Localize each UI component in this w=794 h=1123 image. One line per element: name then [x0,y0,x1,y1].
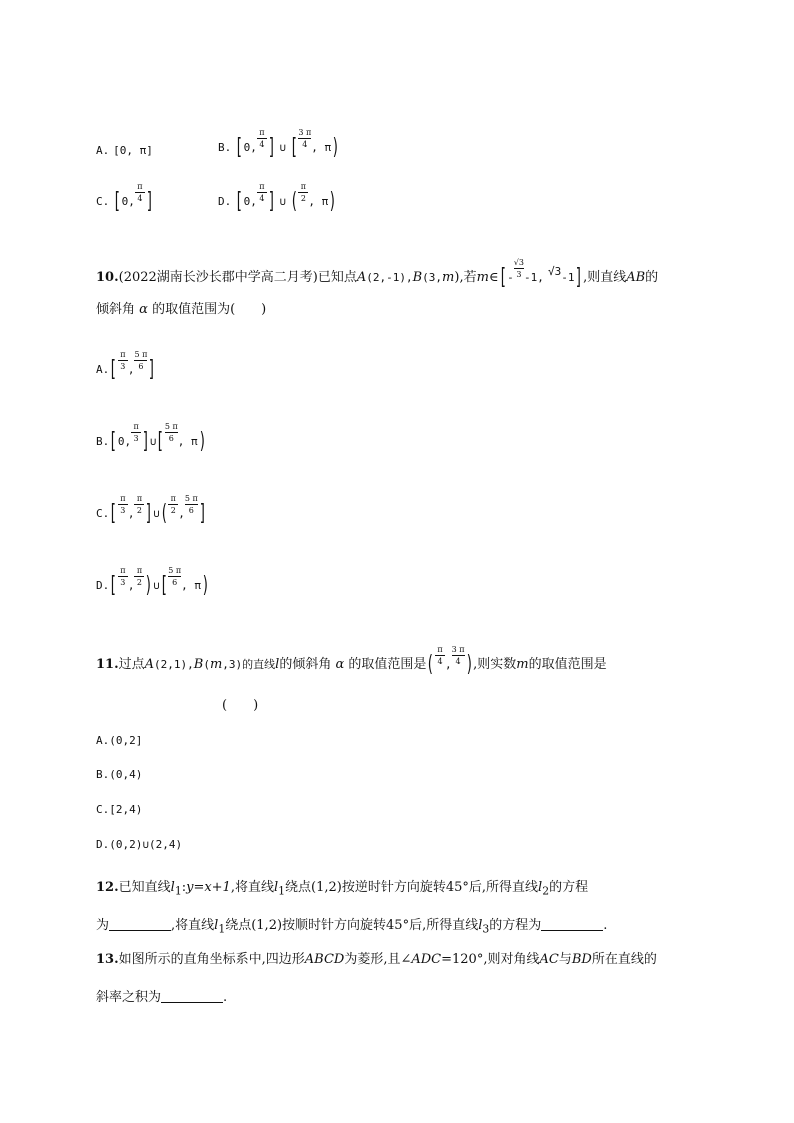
q12-stem: 12.已知直线$l_1:y=x+1$,将直线$l_1$绕点(1,2)按逆时针方向旋转45°后,所得直线$l_2$的方程 [96,880,589,898]
fraction: $\frac{\pi}{2}$ [134,494,144,515]
answer-blank[interactable] [109,918,171,931]
q12-stem-line2: 为 ,将直线$l_1$绕点(1,2)按顺时针方向旋转45°后,所得直线$l_3$的方程为 . [96,918,608,936]
fraction: $\frac{\pi}{3}$ [118,566,128,587]
answer-blank[interactable] [161,990,223,1003]
q10-option-b: B.[ 0, $\frac{\pi}{3}$ ] ∪[ $\frac{5 \pi}{6}$ , π) [96,422,205,454]
q13-stem: 13.如图所示的直角坐标系中,四边形ABCD为菱形,且∠ADC=120°,则对角线AC与BD所在直线的 [96,952,657,967]
fraction: $\frac{\pi}{4}$ [257,182,267,203]
q9-option-a: A. [0, π] [96,144,153,157]
q11-stem: 11.过点A(2,1),B(m,3)的直线l的倾斜角 α 的取值范围是( $\frac{\pi}{4}$ , $\frac{3 \pi}{4}$ ) ,则实数m的取值范围是 [96,645,607,677]
fraction: $\frac{\pi}{3}$ [118,494,128,515]
q9-option-b: B. [ 0, $\frac{\pi}{4}$ ] ∪ [ $\frac{3 \pi}{4}$ , π) [218,128,339,160]
q9-option-c: C. [ 0, $\frac{\pi}{4}$ ] [96,182,152,214]
fraction: $\frac{\pi}{4}$ [435,645,445,666]
fraction: $\frac{\pi}{2}$ [134,566,144,587]
q10-stem-line2: 倾斜角 α 的取值范围为( ) [96,302,267,317]
q11-option-b: B.(0,4) [96,768,143,781]
q12-number: 12. [96,880,119,895]
q11-option-c: C.[2,4) [96,803,143,816]
fraction: $\frac{\pi}{3}$ [118,350,128,371]
q11-number: 11. [96,657,119,672]
q10-option-c: C.[ $\frac{\pi}{3}$ , $\frac{\pi}{2}$ ] ∪( $\frac{\pi}{2}$ , $\frac{5 \pi}{6}$ ] [96,494,205,526]
fraction: $\frac{5 \pi}{6}$ [164,422,178,443]
q13-stem-line2: 斜率之积为 . [96,990,228,1005]
fraction: $\frac{3 \pi}{4}$ [298,128,312,149]
fraction: $\frac{\pi}{2}$ [168,494,178,515]
fraction: $\frac{\pi}{4}$ [257,128,267,149]
fraction: $\frac{3 \pi}{4}$ [451,645,465,666]
q11-option-a: A.(0,2] [96,734,143,747]
fraction: $\frac{\pi}{4}$ [135,182,145,203]
answer-blank[interactable] [541,918,603,931]
fraction: $\frac{5 \pi}{6}$ [184,494,198,515]
q10-stem: 10.(2022湖南长沙长郡中学高二月考)已知点A(2,-1),B(3,m),若m∈[ - $\frac{√3}{3}$ -1, $^{√3}$-1] ,则直线AB的 [96,258,659,290]
q9-option-d: D. [ 0, $\frac{\pi}{4}$ ] ∪ ( $\frac{\pi}{2}$ , π) [218,182,336,214]
fraction: $\frac{\pi}{3}$ [131,422,141,443]
q10-option-d: D.[ $\frac{\pi}{3}$ , $\frac{\pi}{2}$ ) ∪[ $\frac{5 \pi}{6}$ , π) [96,566,208,598]
q10-number: 10. [96,270,119,285]
q9-option-a-text: [0, π] [113,144,153,157]
fraction: $\frac{\pi}{2}$ [298,182,308,203]
q11-answer-paren: ( ) [222,698,259,713]
fraction: $\frac{5 \pi}{6}$ [134,350,148,371]
fraction: $\frac{√3}{3}$ [513,258,524,279]
q11-option-d: D.(0,2)∪(2,4) [96,838,183,851]
fraction: $\frac{5 \pi}{6}$ [168,566,182,587]
q10-option-a: A.[ $\frac{\pi}{3}$ , $\frac{5 \pi}{6}$ ] [96,350,155,382]
q13-number: 13. [96,952,119,967]
